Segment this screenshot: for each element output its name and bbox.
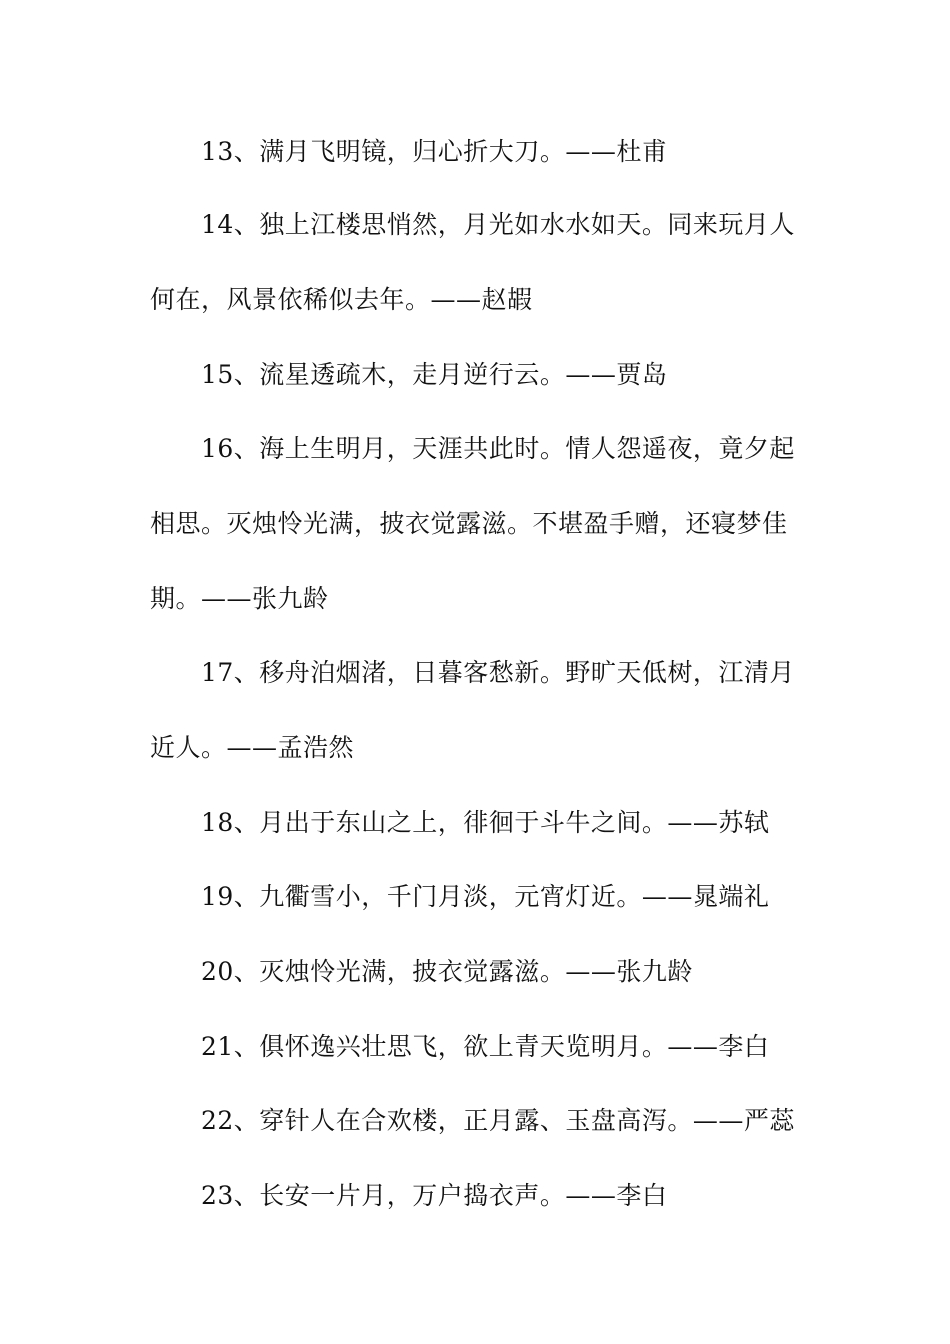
text-line-16-part3: 期。——张九龄 [150,584,329,613]
text-line-17-part1: 17、移舟泊烟渚，日暮客愁新。野旷天低树，江清月 [201,658,795,687]
text-line-20: 20、灭烛怜光满，披衣觉露滋。——张九龄 [201,957,693,986]
text-line-16-part2: 相思。灭烛怜光满，披衣觉露滋。不堪盈手赠，还寝梦佳 [150,509,788,538]
text-line-22: 22、穿针人在合欢楼，正月露、玉盘高泻。——严蕊 [201,1106,795,1135]
text-line-15: 15、流星透疏木，走月逆行云。——贾岛 [201,360,668,389]
text-line-14-part2: 何在，风景依稀似去年。——赵嘏 [150,285,533,314]
text-line-23: 23、长安一片月，万户捣衣声。——李白 [201,1181,668,1210]
text-line-14-part1: 14、独上江楼思悄然，月光如水水如天。同来玩月人 [201,210,795,239]
text-line-17-part2: 近人。——孟浩然 [150,733,355,762]
text-line-18: 18、月出于东山之上，徘徊于斗牛之间。——苏轼 [201,808,770,837]
text-line-13: 13、满月飞明镜，归心折大刀。——杜甫 [201,137,668,166]
text-line-21: 21、俱怀逸兴壮思飞，欲上青天览明月。——李白 [201,1032,770,1061]
text-line-19: 19、九衢雪小，千门月淡，元宵灯近。——晁端礼 [201,882,770,911]
text-line-16-part1: 16、海上生明月，天涯共此时。情人怨遥夜，竟夕起 [201,434,795,463]
